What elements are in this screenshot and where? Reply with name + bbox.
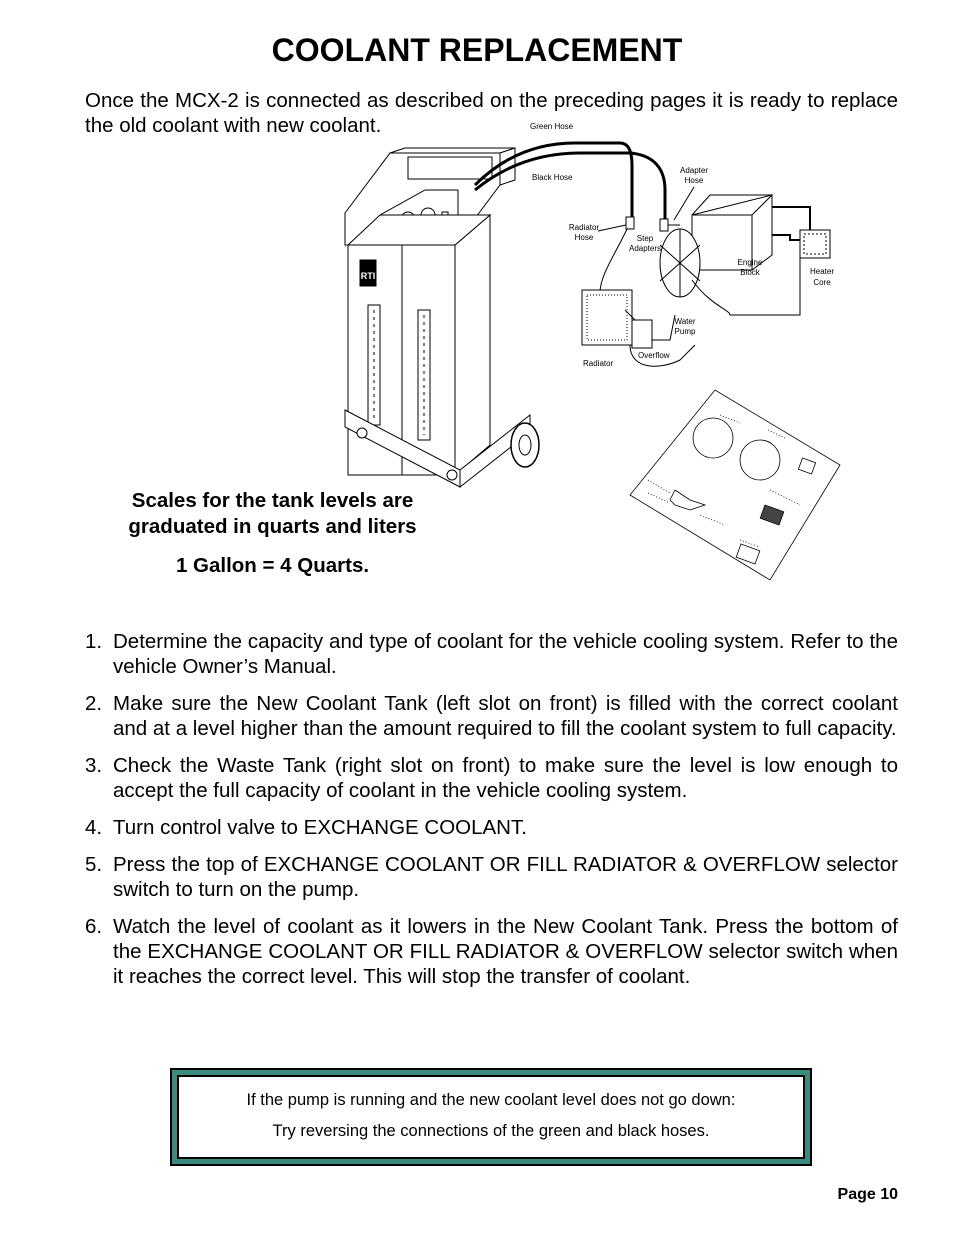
- step-number: 2.: [85, 692, 103, 715]
- label-overflow: Overflow: [638, 351, 670, 360]
- step-text: Press the top of EXCHANGE COOLANT OR FILL RADIATOR & OVERFLOW selector switch to turn on the pump.: [113, 853, 898, 901]
- step-text: Watch the level of coolant as it lowers in the New Coolant Tank. Press the bottom of the EXCHANGE COOLANT OR FILL RADIATOR & OVERFLOW selector switch when it reaches the correct level. This will stop the transfer of coolant.: [113, 915, 898, 988]
- rti-logo: RTI: [360, 271, 376, 281]
- note-line2: Try reversing the connections of the green and black hoses.: [272, 1122, 710, 1140]
- label-adapter-hose: Adapter: [679, 166, 709, 175]
- label-radiator-hose: Radiator: [568, 223, 600, 232]
- step-item: [85, 852, 898, 902]
- scales-note-line2: graduated in quarts and liters: [128, 515, 417, 538]
- label-green-hose: Green Hose: [530, 122, 574, 131]
- note-line1: If the pump is running and the new coolant level does not go down:: [246, 1091, 736, 1109]
- step-text: Make sure the New Coolant Tank (left slot on front) is filled with the correct coolant and at a level higher than the amount required to fill the coolant system to full capacity.: [113, 692, 898, 740]
- steps-list: [85, 629, 898, 1001]
- step-number: 6.: [85, 915, 103, 938]
- step-number: 1.: [85, 630, 103, 653]
- label-radiator-hose-2: Hose: [574, 233, 594, 242]
- step-item: [85, 691, 898, 741]
- step-item: [85, 914, 898, 989]
- step-text: Determine the capacity and type of coolant for the vehicle cooling system. Refer to the vehicle Owner’s Manual.: [113, 630, 898, 678]
- label-step-adapters: Step: [636, 234, 654, 243]
- step-text: Check the Waste Tank (right slot on front) to make sure the level is low enough to accept the full capacity of coolant in the vehicle cooling system.: [113, 754, 898, 802]
- label-heater-core: Heater: [809, 267, 835, 276]
- page-number: Page 10: [837, 1186, 898, 1203]
- label-water-pump: Water: [674, 317, 696, 326]
- gallon-note: 1 Gallon = 4 Quarts.: [175, 554, 370, 577]
- label-step-adapters-2: Adapters: [628, 244, 662, 253]
- label-black-hose: Black Hose: [532, 173, 573, 182]
- label-engine-block-2: Block: [740, 268, 760, 277]
- page-title: COOLANT REPLACEMENT: [271, 32, 683, 68]
- step-number: 3.: [85, 754, 103, 777]
- step-item: [85, 753, 898, 803]
- intro-paragraph: Once the MCX-2 is connected as described on the preceding pages it is ready to replace the old coolant with new coolant.: [85, 89, 898, 137]
- step-number: 4.: [85, 816, 103, 839]
- step-number: 5.: [85, 853, 103, 876]
- step-item: [85, 815, 898, 840]
- troubleshooting-note-content: [177, 1075, 805, 1159]
- step-item: [85, 629, 898, 679]
- troubleshooting-note-box: [170, 1068, 812, 1166]
- label-radiator: Radiator: [583, 359, 614, 368]
- label-adapter-hose-2: Hose: [684, 176, 704, 185]
- cooling-system-drawing: [530, 122, 834, 368]
- scales-note-line1: Scales for the tank levels are: [131, 489, 414, 512]
- control-panel-detail-drawing: [630, 390, 840, 580]
- scales-note: [85, 488, 460, 540]
- label-engine-block: Engine: [737, 258, 763, 267]
- label-water-pump-2: Pump: [674, 327, 696, 336]
- label-heater-core-2: Core: [813, 278, 831, 287]
- step-text: Turn control valve to EXCHANGE COOLANT.: [113, 816, 527, 839]
